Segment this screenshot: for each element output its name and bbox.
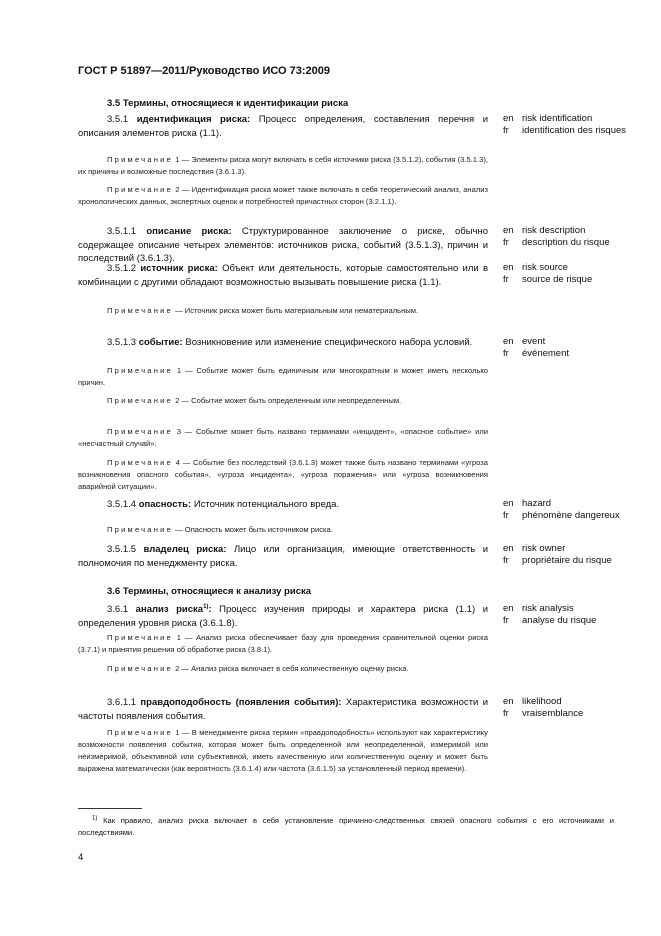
entry-3-6-1: 3.6.1 анализ риска$^{1)}$: Процесс изучения природы и характера риска (1.1) и определения уровня риска (3.6.1.8). (78, 603, 489, 629)
note: Примечание 1 — В менеджменте риска термин «правдоподобность» используют как характеристику возможности появления события, которая может быть определенной или неопределенной, измеримой или неизмеримой, объективной или субъективной, иметь качественную или количественную оценку и может быть выражена математически (как вероятность (3.6.1.4) или частота (3.6.1.5) за установленный период времени). (78, 728, 488, 773)
term: правдоподобность (появления события): (140, 697, 342, 708)
term: идентификация риска: (136, 114, 251, 125)
note: Примечание — Источник риска может быть материальным или нематериальным. (107, 306, 419, 315)
translations-3-5-1-1: en risk description fr description du risque (503, 225, 610, 248)
term: источник риска: (140, 263, 218, 274)
translations-3-5-1-3: en event fr événement (503, 336, 570, 359)
note: Примечание 2 — Событие может быть определенным или неопределенным. (107, 396, 402, 405)
note: Примечание 4 — Событие без последствий (3.6.1.3) может также быть названо терминами «угроза возникновения опасного события», «угроза инцидента», «угроза поражения» или «угроза возникновения аварийной ситуации». (78, 458, 488, 491)
translations-3-6-1-1: en likelihood fr vraisemblance (503, 696, 584, 719)
footnote: $^{1)}$ Как правило, анализ риска включает в себя установление причинно-следственных связей опасного события с его источниками и последствиями. (78, 815, 614, 837)
note: Примечание 1 — Элементы риска могут включать в себя источники риска (3.5.1.2), события (3.5.1.3), их причины и возможные последствия (3.6.1.3). (78, 155, 488, 176)
note: Примечание — Опасность может быть источником риска. (107, 525, 333, 534)
translations-3-5-1: en risk identification fr identification des risques (503, 113, 627, 136)
term: опасность: (138, 499, 192, 510)
entry-3-5-1-4: 3.5.1.4 опасность: Источник потенциального вреда. (107, 499, 340, 510)
translations-3-5-1-5: en risk owner fr propriétaire du risque (503, 543, 612, 566)
translations-3-6-1: en risk analysis fr analyse du risque (503, 603, 597, 626)
footnote-ref: 1) (203, 603, 209, 610)
note: Примечание 3 — Событие может быть названо терминами «инцидент», «опасное событие» или «несчастный случай». (78, 427, 488, 448)
section-3-5-title: 3.5 Термины, относящиеся к идентификации риска (107, 98, 349, 109)
note: Примечание 1 — Событие может быть единичным или многократным и может иметь несколько причин. (78, 366, 488, 387)
note: Примечание 2 — Идентификация риска может также включать в себя теоретический анализ, анализ хронологических данных, экспертных оценок и потребностей причастных сторон (3.2.1.1). (78, 185, 488, 206)
entry-3-5-1: 3.5.1 идентификация риска: Процесс определения, составления перечня и описания элементов риска (1.1). (78, 114, 489, 139)
term: событие: (138, 337, 183, 348)
note: Примечание 2 — Анализ риска включает в себя количественную оценку риска. (107, 664, 409, 673)
page-number: 4 (78, 852, 84, 863)
entry-3-5-1-5: 3.5.1.5 владелец риска: Лицо или организация, имеющие ответственность и полномочия по менеджменту риска. (78, 544, 489, 569)
entry-3-5-1-3: 3.5.1.3 событие: Возникновение или изменение специфического набора условий. (107, 337, 473, 348)
translations-3-5-1-2: en risk source fr source de risque (503, 262, 593, 285)
entry-3-6-1-1: 3.6.1.1 правдоподобность (появления события): Характеристика возможности и частоты появления события. (78, 697, 489, 722)
entry-3-5-1-2: 3.5.1.2 источник риска: Объект или деятельность, которые самостоятельно или в комбинации с другими обладают возможностью вызывать повышение риска (1.1). (78, 263, 488, 288)
term: анализ риска (135, 604, 204, 615)
entry-3-5-1-1: 3.5.1.1 описание риска: Структурированное заключение о риске, обычно содержащее описание четырех элементов: источников риска, событий (3.5.1.3), причин и последствий (3.6.1.3). (78, 226, 489, 264)
note: Примечание 1 — Анализ риска обеспечивает базу для проведения сравнительной оценки риска (3.7.1) и принятия решения об обработке риска (3.8.1). (78, 633, 488, 654)
term: владелец риска: (143, 544, 227, 555)
section-3-6-title: 3.6 Термины, относящиеся к анализу риска (107, 586, 312, 597)
footnote-divider (78, 808, 142, 809)
document-header: ГОСТ Р 51897—2011/Руководство ИСО 73:2009 (78, 65, 331, 77)
term: описание риска: (146, 226, 232, 237)
translations-3-5-1-4: en hazard fr phénomène dangereux (503, 498, 620, 521)
